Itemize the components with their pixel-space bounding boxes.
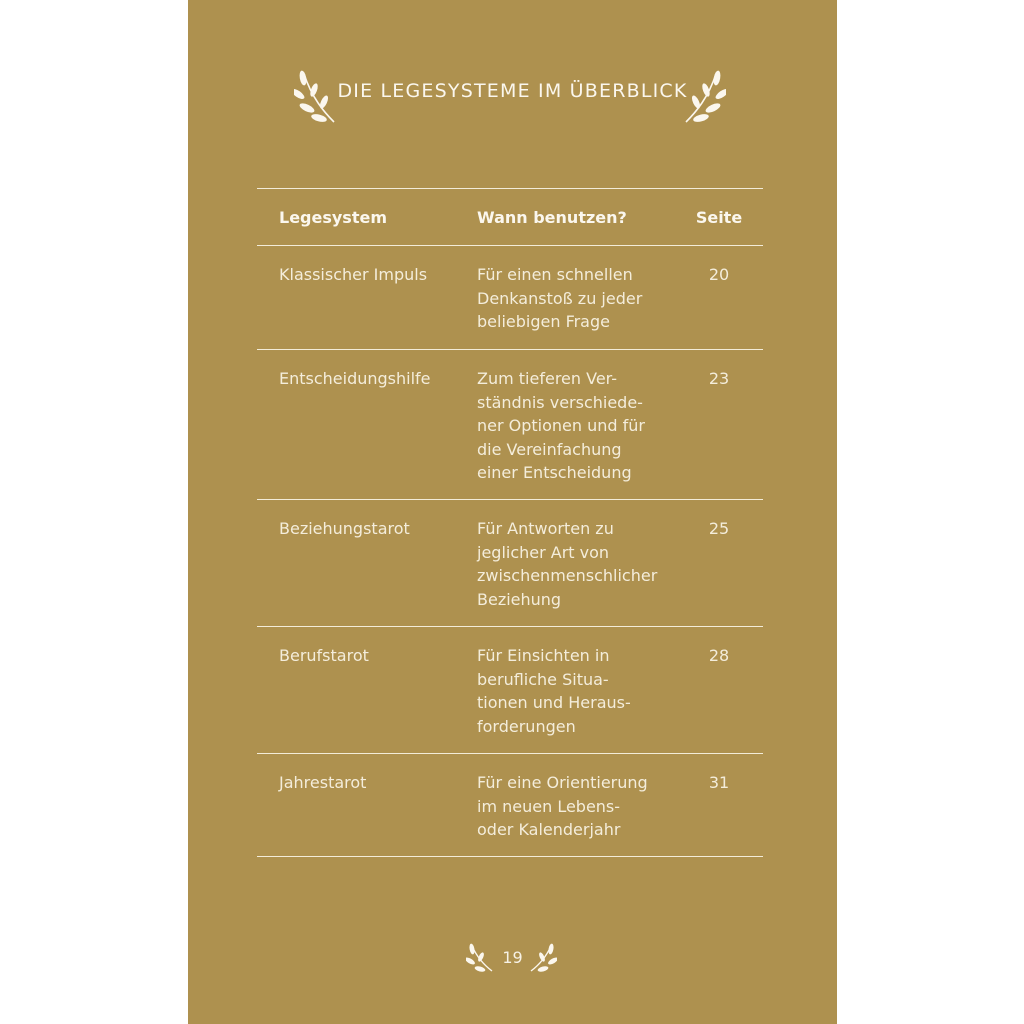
row-text-line: Für Antworten zu (477, 519, 614, 538)
row-text-line: forderungen (477, 716, 576, 736)
column-header-seite: Seite (695, 208, 743, 227)
row-text-line: beliebigen Frage (477, 312, 610, 331)
row-text-line: Beziehung (477, 589, 562, 609)
row-text-line: Für eine Orientierung (477, 773, 648, 792)
row-legesystem: Jahrestarot (279, 773, 367, 792)
row-seite: 25 (708, 519, 730, 538)
row-text-line: ständnis verschiede- (477, 392, 643, 412)
page-header (188, 66, 837, 128)
table-row (257, 754, 763, 856)
row-text-line: jeglicher Art von (477, 542, 610, 562)
page-title: DIE LEGESYSTEME IM ÜBERBLICK (337, 80, 688, 102)
table-row (257, 627, 763, 753)
row-seite: 20 (708, 265, 730, 284)
row-text-line: oder Kalenderjahr (477, 820, 621, 839)
row-text-line: Für einen schnellen (477, 265, 633, 284)
row-text-line: einer Entscheidung (477, 463, 632, 482)
row-wann-benutzen (477, 263, 677, 334)
row-text-line: ner Optionen und für (477, 416, 645, 435)
row-text-line: zwischenmenschlicher (477, 566, 658, 585)
row-text-line: im neuen Lebens- (477, 796, 621, 816)
row-legesystem: Klassischer Impuls (279, 265, 428, 284)
column-header-legesystem: Legesystem (279, 208, 387, 227)
table-row (257, 246, 763, 349)
table-bottom-rule (257, 856, 763, 857)
row-text-line: die Vereinfachung (477, 439, 622, 459)
row-text-line: Für Einsichten in (477, 646, 610, 665)
table-header-row (257, 189, 763, 245)
row-wann-benutzen (477, 367, 677, 485)
row-wann-benutzen (477, 644, 677, 738)
table-row (257, 500, 763, 626)
row-legesystem: Beziehungstarot (279, 519, 410, 538)
book-page (188, 0, 837, 1024)
row-legesystem: Berufstarot (279, 646, 369, 665)
page-number: 19 (502, 948, 523, 967)
row-text-line: Denkanstoß zu jeder (477, 288, 643, 308)
table-row (257, 350, 763, 499)
row-wann-benutzen (477, 771, 677, 842)
row-text-line: tionen und Heraus- (477, 693, 631, 712)
row-seite: 31 (708, 773, 730, 792)
row-text-line: Zum tieferen Ver- (477, 369, 617, 388)
page-footer (188, 940, 837, 976)
row-seite: 28 (708, 646, 730, 665)
column-header-wann-benutzen: Wann benutzen? (477, 208, 627, 227)
laurel-branch-icon (682, 68, 726, 124)
overview-table (257, 188, 763, 857)
leaf-sprig-icon (529, 943, 557, 973)
row-legesystem: Entscheidungshilfe (279, 369, 431, 388)
row-wann-benutzen (477, 517, 677, 611)
row-seite: 23 (708, 369, 730, 388)
row-text-line: berufliche Situa- (477, 669, 609, 689)
